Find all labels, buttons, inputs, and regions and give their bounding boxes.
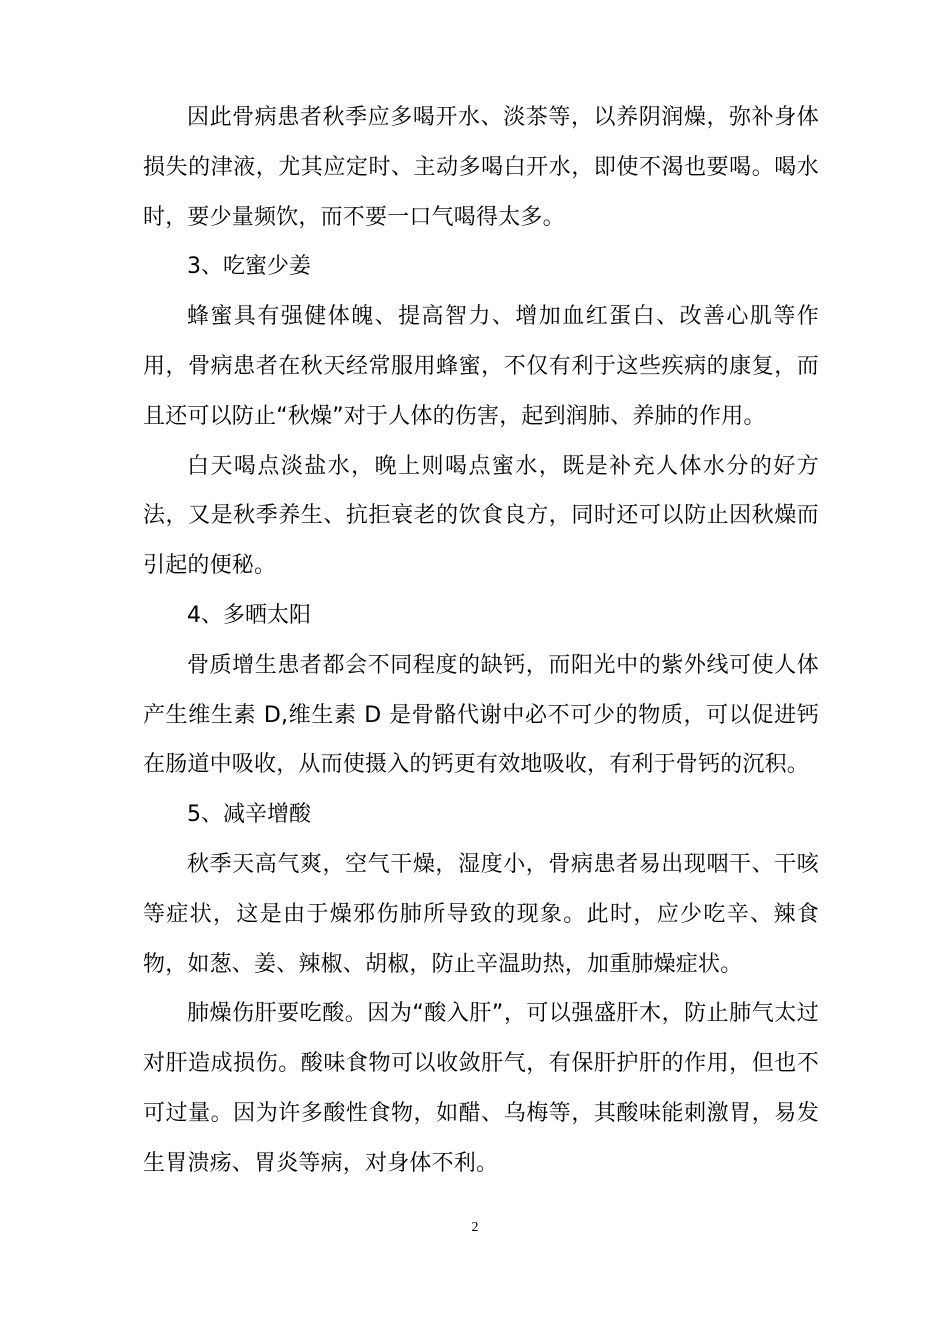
section-heading-sunlight: 4、多晒太阳 xyxy=(187,602,311,628)
section-heading-honey: 3、吃蜜少姜 xyxy=(187,254,311,280)
page-number: 2 xyxy=(471,1220,479,1235)
paragraph-drink-water: 因此骨病患者秋季应多喝开水、淡茶等，以养阴润燥，弥补身体损失的津液，尤其应定时、主动多喝白开水，即使不渴也要喝。喝水时，要少量频饮，而不要一口气喝得太多。 xyxy=(143,105,819,230)
paragraph-sunlight-calcium: 骨质增生患者都会不同程度的缺钙，而阳光中的紫外线可使人体产生维生素 D,维生素 D 是骨骼代谢中必不可少的物质，可以促进钙在肠道中吸收，从而使摄入的钙更有效地吸收，有利于骨钙的沉积。 xyxy=(143,652,819,778)
paragraph-sour-foods: 肺燥伤肝要吃酸。因为“酸入肝”，可以强盛肝木，防止肺气太过对肝造成损伤。酸味食物可以收敛肝气，有保肝护肝的作用，但也不可过量。因为许多酸性食物，如醋、乌梅等，其酸味能刺激胃，易发生胃溃疡、胃炎等病，对身体不利。 xyxy=(143,1001,819,1176)
paragraph-salt-water-honey-water: 白天喝点淡盐水，晚上则喝点蜜水，既是补充人体水分的好方法，又是秋季养生、抗拒衰老的饮食良方，同时还可以防止因秋燥而引起的便秘。 xyxy=(143,453,819,579)
paragraph-autumn-dryness: 秋季天高气爽，空气干燥，湿度小，骨病患者易出现咽干、干咳等症状，这是由于燥邪伤肺所导致的现象。此时，应少吃辛、辣食物，如葱、姜、辣椒、胡椒，防止辛温助热，加重肺燥症状。 xyxy=(143,851,819,977)
paragraph-honey-benefits: 蜂蜜具有强健体魄、提高智力、增加血红蛋白、改善心肌等作用，骨病患者在秋天经常服用蜂蜜，不仅有利于这些疾病的康复，而且还可以防止“秋燥”对于人体的伤害，起到润肺、养肺的作用。 xyxy=(143,304,819,429)
document-body xyxy=(143,93,819,1189)
section-heading-less-spicy-more-sour: 5、减辛增酸 xyxy=(187,802,311,828)
